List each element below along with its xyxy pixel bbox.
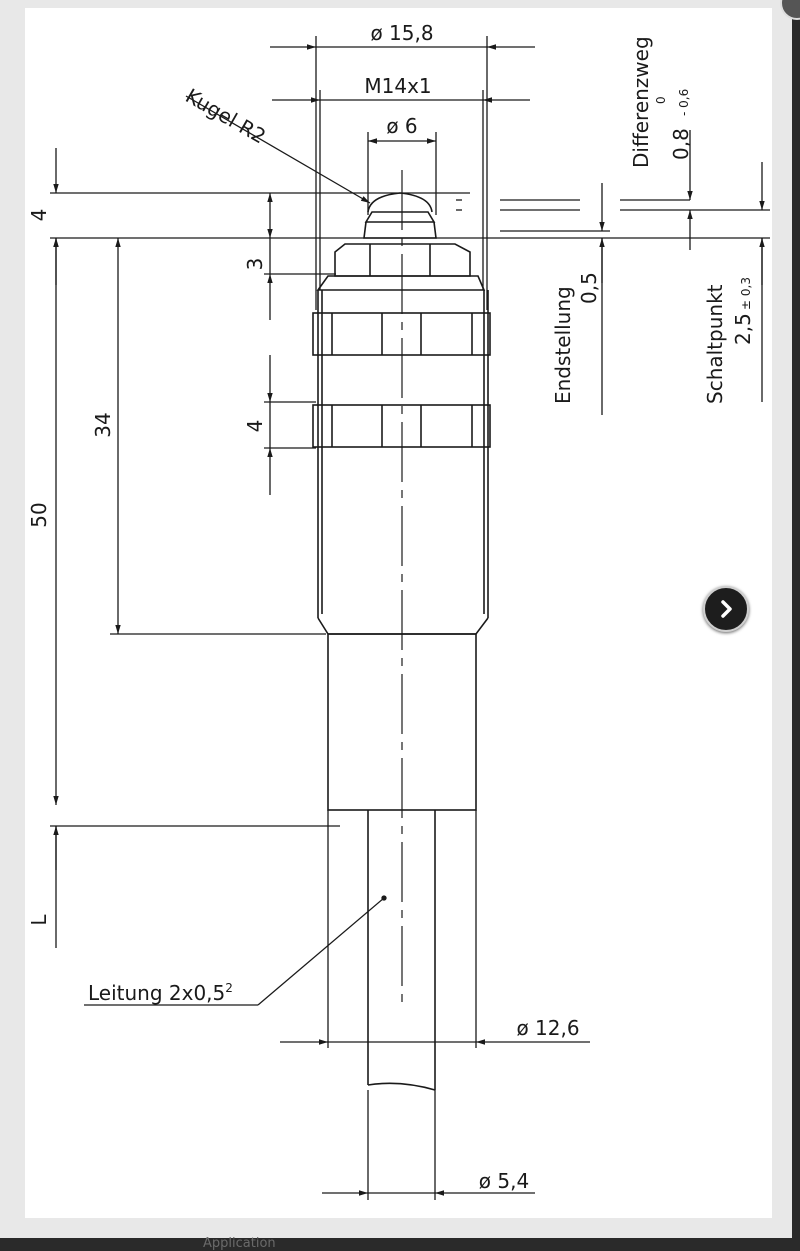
label-ball: Kugel R2 <box>181 83 271 149</box>
chevron-right-icon <box>705 588 747 630</box>
label-thread: M14x1 <box>364 74 432 98</box>
label-cable-diameter: ø 5,4 <box>478 1169 530 1193</box>
label-cable: Leitung $2x0,5^2$ <box>88 981 233 1005</box>
tol-differenzweg-upper: 0 <box>654 96 668 104</box>
value-differenzweg: 0,8 <box>669 128 693 160</box>
drawing-sheet <box>25 8 772 1218</box>
tol-differenzweg-lower: - 0,6 <box>677 88 691 116</box>
label-thread-length: 34 <box>91 412 115 438</box>
label-total-length: 50 <box>27 502 51 528</box>
label-outer-diameter: ø 15,8 <box>370 21 434 45</box>
label-nut2-height: 4 <box>243 419 267 433</box>
label-endstellung: Endstellung <box>551 286 575 404</box>
image-caption: Application <box>203 1236 276 1251</box>
next-image-button[interactable] <box>703 586 749 632</box>
label-ball-height: 4 <box>27 208 51 222</box>
value-schaltpunkt: 2,5 <box>731 313 755 345</box>
label-schaltpunkt: Schaltpunkt <box>703 284 727 404</box>
label-cable-length: L <box>27 914 51 926</box>
label-nut-height: 3 <box>243 257 267 271</box>
label-differenzweg: Differenzweg <box>629 36 653 168</box>
label-body-diameter: ø 12,6 <box>516 1016 580 1040</box>
value-endstellung: 0,5 <box>577 272 601 304</box>
tol-schaltpunkt: ± 0,3 <box>739 277 753 310</box>
label-ball-diameter: ø 6 <box>386 114 418 138</box>
